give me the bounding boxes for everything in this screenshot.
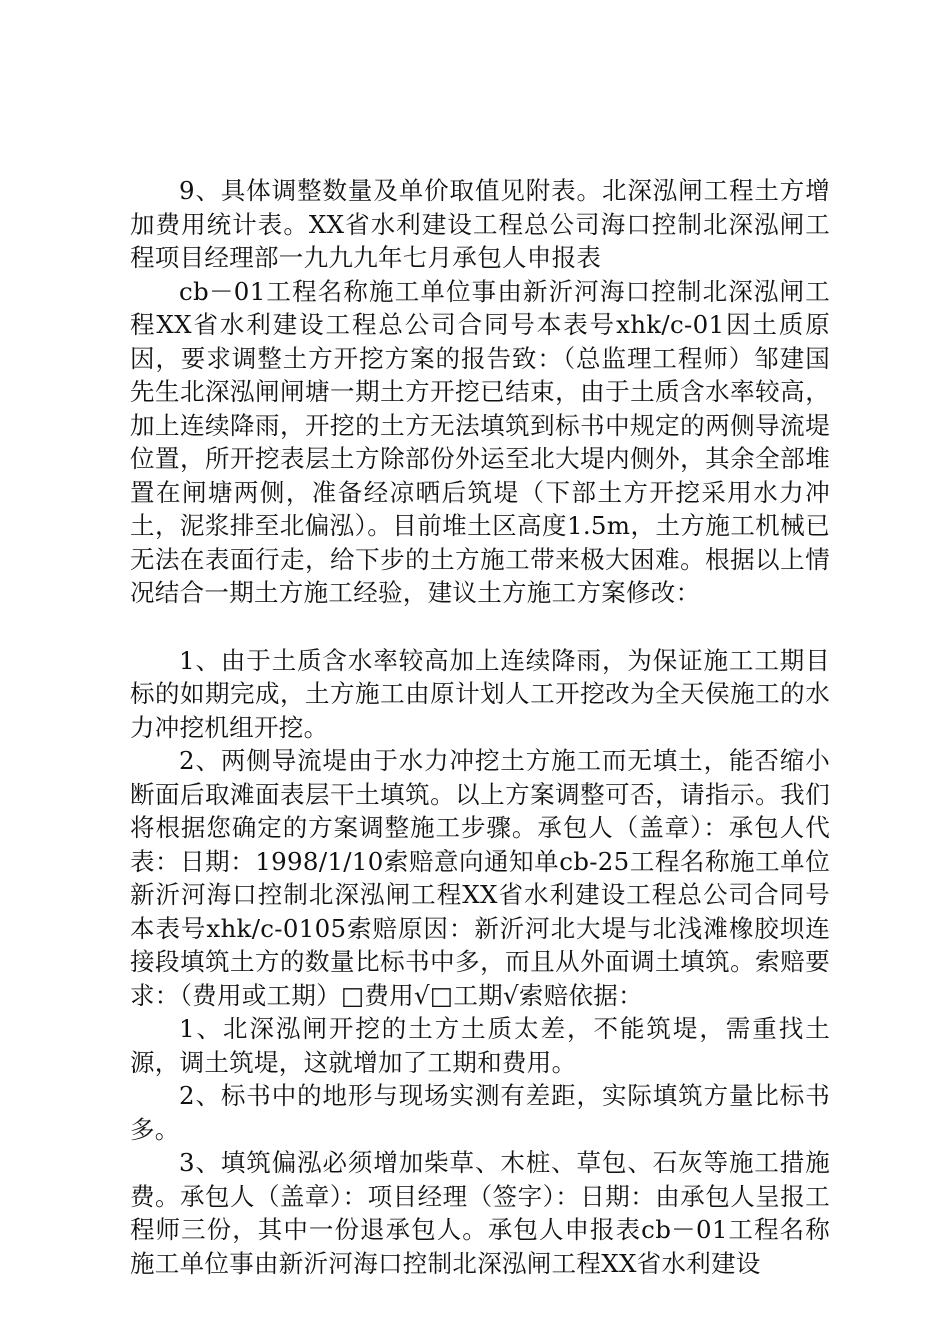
paragraph-5: 1、北深泓闸开挖的土方土质太差，不能筑堤，需重找土源，调土筑堤，这就增加了工期和费用。 [130, 1014, 830, 1077]
paragraph-2: cb－01工程名称施工单位事由新沂河海口控制北深泓闸工程XX省水利建设工程总公司合同号本表号xhk/c-01因土质原因，要求调整土方开挖方案的报告致：（总监理工程师）邹建国先生北深泓闸闸塘一期土方开挖已结束，由于土质含水率较高，加上连续降雨，开挖的土方无法填筑到标书中规定的两侧导流堤位置，所开挖表层土方除部份外运至北大堤内侧外，其余全部堆置在闸塘两侧，准备经凉晒后筑堤（下部土方开挖采用水力冲土，泥浆排至北偏泓）。目前堆土区高度1.5m，土方施工机械已无法在表面行走，给下步的土方施工带来极大困难。根据以上情况结合一期土方施工经验，建议土方施工方案修改： [130, 276, 830, 607]
document-body [130, 174, 830, 1280]
paragraph-6: 2、标书中的地形与现场实测有差距，实际填筑方量比标书多。 [130, 1081, 830, 1144]
paragraph-7: 3、填筑偏泓必须增加柴草、木桩、草包、石灰等施工措施费。承包人（盖章）：项目经理（签字）：日期：由承包人呈报工程师三份，其中一份退承包人。承包人申报表cb－01工程名称施工单位事由新沂河海口控制北深泓闸工程XX省水利建设 [130, 1148, 830, 1278]
paragraph-1: 9、具体调整数量及单价取值见附表。北深泓闸工程土方增加费用统计表。XX省水利建设工程总公司海口控制北深泓闸工程项目经理部一九九九年七月承包人申报表 [130, 176, 830, 272]
paragraph-4: 2、两侧导流堤由于水力冲挖土方施工而无填土，能否缩小断面后取滩面表层干土填筑。以上方案调整可否，请指示。我们将根据您确定的方案调整施工步骤。承包人（盖章）：承包人代表：日期：1998/1/10索赔意向通知单cb-25工程名称施工单位新沂河海口控制北深泓闸工程XX省水利建设工程总公司合同号本表号xhk/c-0105索赔原因：新沂河北大堤与北浅滩橡胶坝连接段填筑土方的数量比标书中多，而且从外面调土填筑。索赔要求：（费用或工期）□费用√□工期√索赔依据： [130, 746, 830, 1010]
paragraph-3: 1、由于土质含水率较高加上连续降雨，为保证施工工期目标的如期完成，土方施工由原计划人工开挖改为全天侯施工的水力冲挖机组开挖。 [130, 645, 830, 742]
